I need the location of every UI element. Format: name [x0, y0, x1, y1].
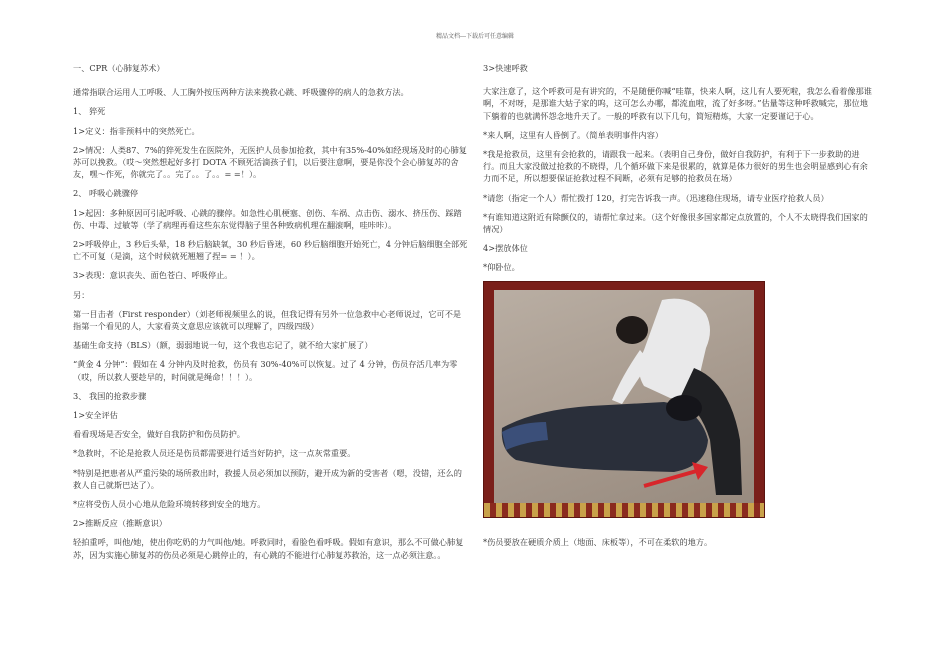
safety-bullet-contamination: *特别是把患者从严重污染的场所救出时，救援人员必须加以预防，避开成为新的受害者（嗯，没错，还么的救人自己就斯巴达了）。: [73, 467, 462, 490]
section-title-cpr: 一、CPR（心肺复苏术）: [73, 63, 165, 73]
call-bullet-i-am-rescuer: *我是抢救员，这里有会抢救的，请跟我一起来。（表明自己身份，做好自我防护，有利于下一步救助的进行。而且大家没做过抢救的不晓得，几个循环做下来是很累的，就算是体力很好的男生也会明显感到心有余力而不足，所以想要保证抢救过程不间断，必须有足够的抢救员在场）: [483, 149, 868, 184]
step-safety-assessment: 1>安全评估: [73, 410, 118, 421]
patient-head: [666, 395, 702, 421]
arrest-causes: 1>起因：多种原因可引起呼吸、心跳的骤停。如急性心肌梗塞、创伤、车祸、点击伤、溺水、挤压伤、踩踏伤、中毒、过敏等（学了病理再看这些东东觉得脑子里各种致病机理在翻滚啊，哇咔咔）。: [73, 207, 462, 230]
first-responder-note: 第一目击者（First responder）（刘老师视频里么的说，但我记得有另外一位急救中心老师说过，它可不是指第一个看见的人，大家看英文意思应该就可以理解了，四级四级）: [73, 308, 462, 332]
arrow-shaft: [644, 470, 700, 486]
note-label: 另：: [73, 289, 90, 300]
subsection-rescue-steps: 3、 我国的抢救步骤: [73, 390, 147, 401]
subsection-arrest: 2、 呼吸心跳骤停: [73, 188, 139, 199]
cpr-photo: [483, 281, 765, 518]
safety-bullet-protection: *急救时，不论是抢救人员还是伤员都需要进行适当好防护，这一点灰常重要。: [73, 448, 356, 459]
sudden-death-situation: 2>情况：人类87、7%的猝死发生在医院外，无医护人员参加抢救，其中有35%-40%如经现场及时的心肺复苏可以挽救。（哎～突然想起好多打 DOTA 不顾死活滴孩子们，以后要注意啊，要是你没个会心肺复苏的舍友，嘿～作死，你就完了。。完了。。了。。= =！）。: [73, 144, 467, 180]
page-header: 精品文档---下载后可任意编辑: [435, 33, 515, 40]
cpr-definition: 通常指联合运用人工呼吸、人工胸外按压两种方法来挽救心跳、呼吸骤停的病人的急救方法。: [73, 87, 409, 98]
rescuer-head: [616, 316, 648, 344]
call-bullet-defibrillator: *有谁知道这附近有除颤仪的，请帮忙拿过来。（这个好像很多国家都定点放置的，个人不太晓得我们国家的情况）: [483, 211, 868, 235]
step-call-for-help: 3>快速呼救: [483, 63, 528, 73]
step-check-response: 2>推断反应（推断意识）: [73, 518, 167, 529]
cpr-photo-scene: [494, 290, 754, 503]
carpet-border: [484, 503, 764, 517]
call-for-help-text: 大家注意了，这个呼救可是有讲究的，不是随便你喊“哇靠，快来人啊，这儿有人要死啦，我怎么看着像那谁啊，不对呀，是那谁大姑子家的呜，这可怎么办哪，都流血啦，流了好多呀。”估量等这种呼救喊完，那位地下躺着的也就满怀怨念地升天了。一般的呼救有以下几句，简短精炼，大家一定要谨记于心。: [483, 86, 872, 121]
golden-four-minutes: “黄金 4 分钟”：假如在 4 分钟内及时抢救，伤员有 30%-40%可以恢复。过了 4 分钟，伤员存活几率为零（哎，所以救人要趁早的，时间就是绳命！！！）。: [73, 359, 458, 382]
bls-note: 基础生命支持（BLS）（额，弱弱地说一句，这个我也忘记了，就不给大家扩展了）: [73, 340, 373, 351]
subsection-sudden-death: 1、 猝死: [73, 106, 106, 117]
left-column: [73, 62, 469, 568]
step-positioning: 4>摆放体位: [483, 243, 528, 254]
safety-bullet-relocate: *应将受伤人员小心地从危险环境转移到安全的地方。: [73, 499, 266, 510]
right-column: [483, 62, 875, 555]
sudden-death-definition: 1>定义：指非预料中的突然死亡。: [73, 125, 200, 136]
arrest-timeline: 2>呼吸停止，3 秒后头晕，18 秒后脑缺氧，30 秒后昏迷，60 秒后脑细胞开始死亡，4 分钟后脑细胞全部死亡不可复（是滴，这个时候就死翘翘了捏= = ！）。: [73, 239, 468, 262]
arrest-symptoms: 3>表现：意识丧失、面色苍白、呼吸停止。: [73, 270, 233, 281]
safety-text: 看看现场是否安全，做好自我防护和伤员防护。: [73, 429, 245, 440]
supine-position: *仰卧位。: [483, 262, 520, 273]
check-response-text: 轻拍重呼，叫他/她，使出你吃奶的力气叫他/她。呼救同时，看脸色看呼吸。假如有意识，那么不可做心肺复苏，因为实施心肺复苏的伤员必须是心跳停止的，有心跳的不能进行心肺复苏救治，这一点必须注意。。: [73, 537, 464, 560]
hard-surface-note: *伤员要放在硬质介质上（地面、床板等），不可在柔软的地方。: [483, 536, 713, 547]
call-bullet-someone-fainted: *来人啊，这里有人昏倒了。（简单表明事件内容）: [483, 129, 664, 140]
call-bullet-dial-120: *请您（指定一个人）帮忙拨打 120，打完告诉我一声。（迅速稳住现场，请专业医疗抢救人员）: [483, 192, 829, 203]
